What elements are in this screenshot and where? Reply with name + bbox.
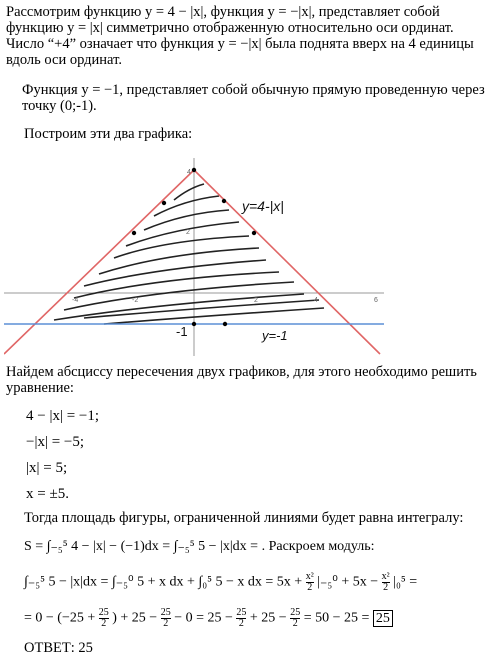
equation-1: 4 − |x| = −1; [26,408,100,424]
answer-box: 25 [373,610,393,627]
label-horizontal-function: y=-1 [262,328,288,343]
then-text: Тогда площадь фигуры, ограниченной линиями будет равна интегралу: [24,510,464,526]
graph-figure [4,158,384,356]
fraction-x2-over-2-a: $\frac{\text{x²}}{2}$ [305,571,314,593]
intro-line-3: Число “+4” означает что функция y = −|x| была поднята вверх на 4 единицы [6,36,474,52]
second-line-1: Функция y = −1, представляет собой обычную прямую проведенную через [22,82,485,98]
tick-x--4: -4 [72,297,79,304]
second-paragraph [22,82,494,114]
equation-4: x = ±5. [26,486,69,502]
intro-line-2: функцию y = |x| симметрично отображенную относительно оси ординат. [6,20,454,36]
integral-line-1: S = ∫₋₅⁵ 4 − |x| − (−1)dx = ∫₋₅⁵ 5 − |x|dx = . Раскроем модуль: [24,539,375,554]
tick-x-6: 6 [374,297,378,304]
intro-paragraph [6,4,494,68]
find-paragraph [6,364,494,396]
second-line-2: точку (0;-1). [22,98,97,114]
tick-x--2: -2 [132,297,139,304]
integral-line-2: ∫₋₅⁵ 5 − |x|dx = ∫₋₅⁰ 5 + x dx + ∫₀⁵ 5 − x dx = 5x + $\frac{\text{x²}}{2}$ |₋₅⁰ + 5x − $\frac{\text{x²}}{2}$ |₀⁵ = [24,571,418,593]
intro-line-4: вдоль оси ординат. [6,52,122,68]
tick-y-4: 4 [187,169,191,176]
tick-y-2: 2 [186,229,190,236]
build-text: Построим эти два графика: [24,126,193,142]
answer-text: ОТВЕТ: 25 [24,640,93,656]
integral-line-2-text: ∫₋₅⁵ 5 − |x|dx = ∫₋₅⁰ 5 + x dx + ∫₀⁵ 5 − x dx = 5x + [24,574,303,590]
equation-3: |x| = 5; [26,460,68,476]
tick-x-2: 2 [254,297,258,304]
tick-x-4: 4 [314,297,318,304]
equation-2: −|x| = −5; [26,434,85,450]
label-v-function: y=4-|x| [242,198,284,214]
intro-line-1: Рассмотрим функцию y = 4 − |x|, функция y = −|x|, представляет собой [6,4,440,20]
find-line-1: Найдем абсциссу пересечения двух графиков, для этого необходимо решить [6,364,477,380]
find-line-2: уравнение: [6,380,74,396]
label-minus-one: -1 [176,324,188,339]
fraction-x2-over-2-b: $\frac{\text{x²}}{2}$ [381,571,390,593]
integral-line-3: = 0 − (−25 + $\frac{25}{2}$ ) + 25 − $\frac{25}{2}$ − 0 = 25 − $\frac{25}{2}$ + 25 − $\frac{25}{2}$ = 50 − 25 = 25 [24,608,393,629]
